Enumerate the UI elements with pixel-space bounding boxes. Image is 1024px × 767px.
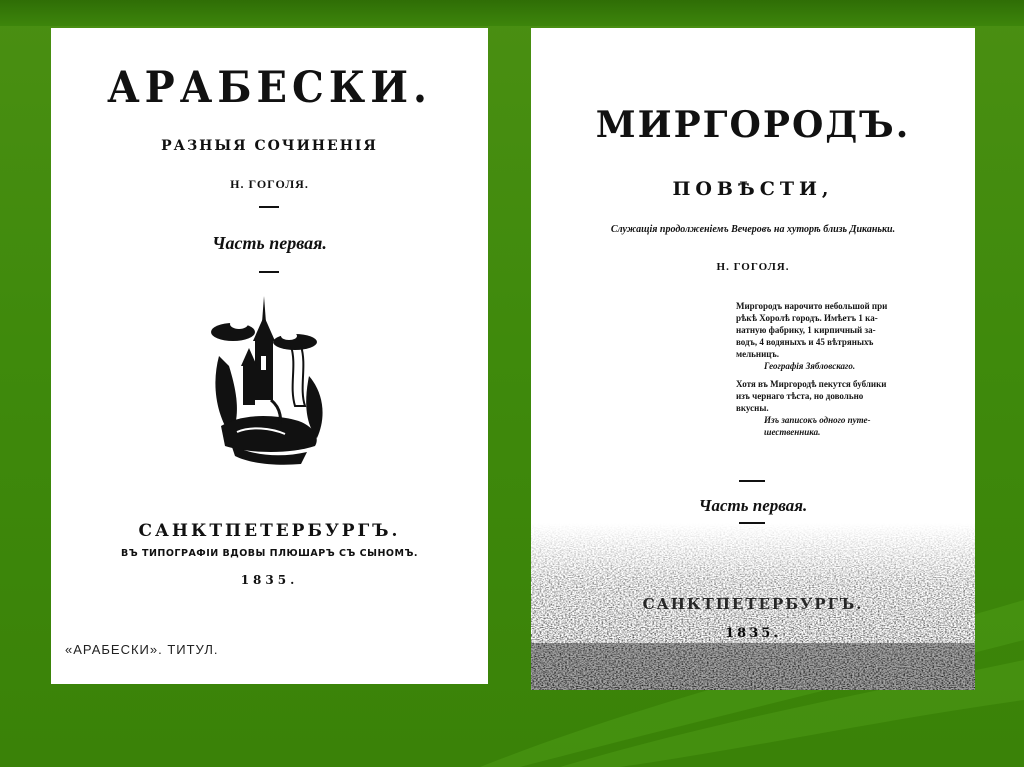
part-label: Часть первая.	[212, 233, 327, 253]
page-title: МИРГОРОДЪ.	[595, 104, 911, 146]
author-name: Н. ГОГОЛЯ.	[716, 261, 790, 273]
epigraph-line: рѣкѣ Хоролѣ городъ. Имѣетъ 1 ка-	[736, 313, 878, 323]
publication-city: САНКТПЕТЕРБУРГЪ.	[642, 595, 864, 613]
epigraph-attribution: Изъ записокъ одного путе-	[764, 415, 871, 425]
epigraph-line: Миргородъ нарочито небольшой при	[736, 301, 888, 311]
divider	[259, 271, 279, 273]
image-caption: «АРАБЕСКИ». ТИТУЛ.	[65, 642, 219, 657]
arabeski-title-page	[51, 28, 488, 684]
page-subtitle: РАЗНЫЯ СОЧИНЕНIЯ	[161, 138, 378, 154]
epigraph-attribution: Географiя Зябловскаго.	[764, 361, 856, 371]
epigraph-attribution: шественника.	[764, 427, 821, 437]
church-vignette-icon	[211, 296, 329, 466]
part-label: Часть первая.	[698, 496, 808, 515]
mirgorod-title-page	[531, 28, 975, 690]
epigraph-line: Хотя въ Миргородѣ пекутся бублики	[736, 379, 887, 389]
publication-year: 1835.	[725, 626, 781, 641]
divider	[739, 480, 765, 482]
divider	[259, 206, 279, 208]
epigraph-line: вкусны.	[736, 403, 769, 413]
epigraph-line: натную фабрику, 1 кирпичный за-	[736, 325, 876, 335]
page-subtitle: ПОВѢСТИ,	[672, 178, 834, 200]
epigraph-line: мельницъ.	[736, 349, 779, 359]
epigraph-line: изъ чернаго тѣста, но довольно	[736, 391, 864, 401]
epigraph-line: водъ, 4 водяныхъ и 45 вѣтряныхъ	[736, 337, 874, 347]
epigraph	[736, 300, 951, 438]
printer-line: ВЪ ТИПОГРАФIИ ВДОВЫ ПЛЮШАРЪ СЪ СЫНОМЪ.	[121, 548, 418, 559]
page-description: Служащiя продолженiемъ Вечеровъ на хуторѣ близь Диканьки.	[610, 224, 896, 235]
page-title: АРАБЕСКИ.	[107, 62, 432, 113]
author-name: Н. ГОГОЛЯ.	[230, 177, 309, 191]
publication-year: 1835.	[240, 573, 299, 587]
publication-city: САНКТПЕТЕРБУРГЪ.	[138, 521, 401, 541]
